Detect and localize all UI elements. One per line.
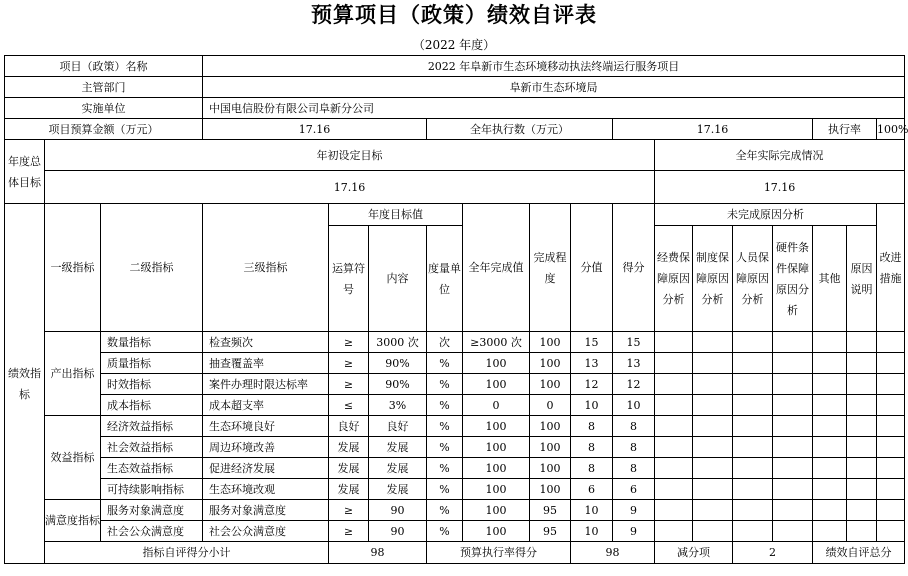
content-cell: 发展 [369, 458, 427, 479]
level2-cell: 经济效益指标 [101, 416, 203, 437]
department-value: 阜新市生态环境局 [203, 77, 905, 98]
col-improve: 改进措施 [877, 204, 905, 332]
unit-cell: % [427, 437, 463, 458]
op-cell: ≥ [329, 332, 369, 353]
level3-cell: 检查频次 [203, 332, 329, 353]
actual-completion-label: 全年实际完成情况 [655, 140, 905, 171]
points-cell: 13 [571, 353, 613, 374]
col-annual-target: 年度目标值 [329, 204, 463, 226]
full-year-cell: 100 [463, 353, 530, 374]
degree-cell: 100 [530, 458, 571, 479]
full-year-cell: 100 [463, 521, 530, 542]
total-label: 绩效自评总分 [813, 542, 905, 564]
col-degree: 完成程度 [530, 204, 571, 332]
table-row [5, 479, 905, 500]
degree-cell: 100 [530, 479, 571, 500]
op-cell: ≥ [329, 374, 369, 395]
unit-cell: % [427, 458, 463, 479]
col-reasons: 未完成原因分析 [655, 204, 877, 226]
level3-cell: 促进经济发展 [203, 458, 329, 479]
level3-cell: 抽查覆盖率 [203, 353, 329, 374]
full-year-cell: ≥3000 次 [463, 332, 530, 353]
points-cell: 8 [571, 416, 613, 437]
level2-cell: 服务对象满意度 [101, 500, 203, 521]
unit-cell: % [427, 479, 463, 500]
full-year-cell: 100 [463, 416, 530, 437]
budget-rate-value: 98 [571, 542, 655, 564]
op-cell: ≥ [329, 353, 369, 374]
unit-cell: % [427, 395, 463, 416]
row-project-name [5, 56, 905, 77]
op-cell: 发展 [329, 437, 369, 458]
table-row [5, 332, 905, 353]
unit-cell: % [427, 500, 463, 521]
full-year-cell: 0 [463, 395, 530, 416]
op-cell: ≥ [329, 521, 369, 542]
full-year-cell: 100 [463, 374, 530, 395]
degree-cell: 95 [530, 500, 571, 521]
level2-cell: 可持续影响指标 [101, 479, 203, 500]
full-year-cell: 100 [463, 458, 530, 479]
subtotal-label: 指标自评得分小计 [45, 542, 329, 564]
table-row [5, 437, 905, 458]
content-cell: 90% [369, 353, 427, 374]
degree-cell: 95 [530, 521, 571, 542]
row-footer [5, 542, 905, 564]
level2-cell: 数量指标 [101, 332, 203, 353]
department-label: 主管部门 [5, 77, 203, 98]
content-cell: 发展 [369, 437, 427, 458]
op-cell: ≤ [329, 395, 369, 416]
col-op: 运算符号 [329, 226, 369, 332]
level3-cell: 服务对象满意度 [203, 500, 329, 521]
degree-cell: 0 [530, 395, 571, 416]
level2-cell: 生态效益指标 [101, 458, 203, 479]
op-cell: ≥ [329, 500, 369, 521]
level3-cell: 案件办理时限达标率 [203, 374, 329, 395]
col-level1: 一级指标 [45, 204, 101, 332]
deduct-label: 减分项 [655, 542, 733, 564]
exec-rate-value: 100% [877, 119, 905, 140]
degree-cell: 100 [530, 416, 571, 437]
unit-cell: % [427, 374, 463, 395]
col-reason-staff: 人员保障原因分析 [733, 226, 773, 332]
budget-rate-label: 预算执行率得分 [427, 542, 571, 564]
col-reason-hardware: 硬件条件保障原因分析 [773, 226, 813, 332]
level2-cell: 时效指标 [101, 374, 203, 395]
col-content: 内容 [369, 226, 427, 332]
op-cell: 良好 [329, 416, 369, 437]
budget-label: 项目预算金额（万元） [5, 119, 203, 140]
budget-value: 17.16 [203, 119, 427, 140]
col-reason-explain: 原因说明 [847, 226, 877, 332]
col-unit: 度量单位 [427, 226, 463, 332]
degree-cell: 100 [530, 353, 571, 374]
evaluation-table [4, 55, 908, 564]
level1-cell: 产出指标 [45, 332, 101, 416]
level2-cell: 成本指标 [101, 395, 203, 416]
content-cell: 良好 [369, 416, 427, 437]
level3-cell: 生态环境改观 [203, 479, 329, 500]
points-cell: 12 [571, 374, 613, 395]
row-col-header-1 [5, 204, 905, 226]
unit-cell: % [427, 521, 463, 542]
row-overall-header [5, 140, 905, 171]
project-name-value: 2022 年阜新市生态环境移动执法终端运行服务项目 [203, 56, 905, 77]
implementer-value: 中国电信股份有限公司阜新分公司 [203, 98, 905, 119]
unit-cell: % [427, 353, 463, 374]
points-cell: 10 [571, 521, 613, 542]
op-cell: 发展 [329, 458, 369, 479]
row-department [5, 77, 905, 98]
content-cell: 90% [369, 374, 427, 395]
deduct-value: 2 [733, 542, 813, 564]
level1-cell: 效益指标 [45, 416, 101, 500]
col-level3: 三级指标 [203, 204, 329, 332]
col-reason-system: 制度保障原因分析 [693, 226, 733, 332]
executed-label: 全年执行数（万元） [427, 119, 613, 140]
unit-cell: % [427, 416, 463, 437]
col-reason-funding: 经费保障原因分析 [655, 226, 693, 332]
initial-goal-value: 17.16 [45, 171, 655, 204]
unit-cell: 次 [427, 332, 463, 353]
row-overall-values [5, 171, 905, 204]
score-cell: 12 [613, 374, 655, 395]
degree-cell: 100 [530, 437, 571, 458]
points-cell: 10 [571, 500, 613, 521]
full-year-cell: 100 [463, 500, 530, 521]
executed-value: 17.16 [613, 119, 813, 140]
score-cell: 15 [613, 332, 655, 353]
project-name-label: 项目（政策）名称 [5, 56, 203, 77]
level3-cell: 成本超支率 [203, 395, 329, 416]
table-row [5, 458, 905, 479]
op-cell: 发展 [329, 479, 369, 500]
row-budget [5, 119, 905, 140]
table-row [5, 500, 905, 521]
content-cell: 3000 次 [369, 332, 427, 353]
degree-cell: 100 [530, 332, 571, 353]
score-cell: 9 [613, 500, 655, 521]
implementer-label: 实施单位 [5, 98, 203, 119]
table-row [5, 416, 905, 437]
points-cell: 10 [571, 395, 613, 416]
degree-cell: 100 [530, 374, 571, 395]
score-cell: 6 [613, 479, 655, 500]
score-cell: 13 [613, 353, 655, 374]
table-row [5, 395, 905, 416]
level3-cell: 周边环境改善 [203, 437, 329, 458]
points-cell: 6 [571, 479, 613, 500]
content-cell: 发展 [369, 479, 427, 500]
col-full-year: 全年完成值 [463, 204, 530, 332]
exec-rate-label: 执行率 [813, 119, 877, 140]
full-year-cell: 100 [463, 437, 530, 458]
score-cell: 8 [613, 416, 655, 437]
points-cell: 8 [571, 437, 613, 458]
full-year-cell: 100 [463, 479, 530, 500]
col-level2: 二级指标 [101, 204, 203, 332]
col-score-value: 分值 [571, 204, 613, 332]
initial-goal-label: 年初设定目标 [45, 140, 655, 171]
overall-goal-label: 年度总体目标 [5, 140, 45, 204]
score-cell: 10 [613, 395, 655, 416]
actual-completion-value: 17.16 [655, 171, 905, 204]
table-row [5, 353, 905, 374]
score-cell: 9 [613, 521, 655, 542]
content-cell: 90 [369, 500, 427, 521]
report-year: （2022 年度） [412, 38, 496, 52]
level3-cell: 社会公众满意度 [203, 521, 329, 542]
points-cell: 15 [571, 332, 613, 353]
level1-cell: 满意度指标 [45, 500, 101, 542]
col-reason-other: 其他 [813, 226, 847, 332]
subtotal-value: 98 [329, 542, 427, 564]
row-implementer [5, 98, 905, 119]
level2-cell: 社会效益指标 [101, 437, 203, 458]
content-cell: 90 [369, 521, 427, 542]
level2-cell: 质量指标 [101, 353, 203, 374]
page-title: 预算项目（政策）绩效自评表 [311, 3, 597, 27]
points-cell: 8 [571, 458, 613, 479]
score-cell: 8 [613, 458, 655, 479]
perf-indicator-label: 绩效指标 [5, 204, 45, 564]
col-score: 得分 [613, 204, 655, 332]
table-row [5, 374, 905, 395]
content-cell: 3% [369, 395, 427, 416]
table-row [5, 521, 905, 542]
level2-cell: 社会公众满意度 [101, 521, 203, 542]
level3-cell: 生态环境良好 [203, 416, 329, 437]
score-cell: 8 [613, 437, 655, 458]
